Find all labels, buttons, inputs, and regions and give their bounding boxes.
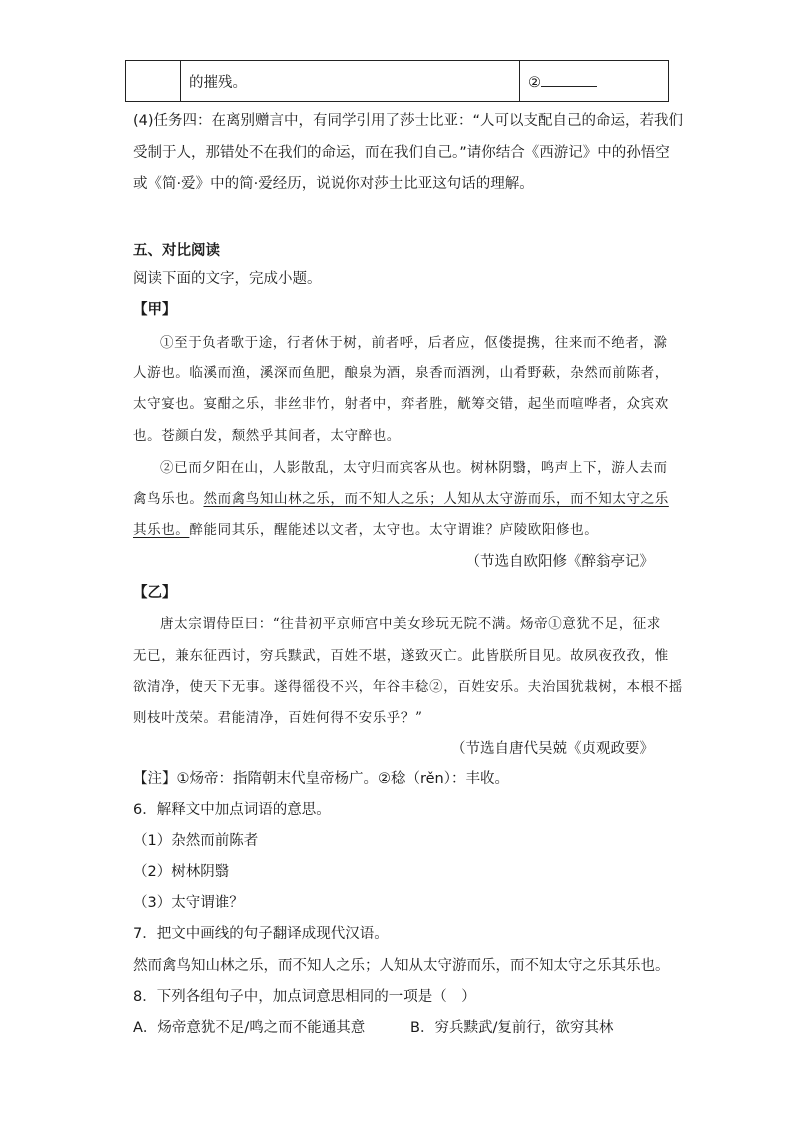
passage-b-source: （节选自唐代吴兢《贞观政要》 <box>451 741 654 757</box>
passage-a-line: ①至于负者歌于途，行者休于树，前者呼，后者应，伛偻提携，往来而不绝者，滁 <box>160 335 668 351</box>
question-7-stem: 7．把文中画线的句子翻译成现代汉语。 <box>133 926 389 942</box>
passage-a-line: ②已而夕阳在山，人影散乱，太守归而宾客从也。树林阴翳，鸣声上下，游人去而 <box>160 460 668 476</box>
answer-table <box>125 60 669 102</box>
option-b[interactable]: B．穷兵黩武/复前行，欲穷其林 <box>410 1020 614 1036</box>
table-cell-answer: ② <box>520 61 669 102</box>
passage-a-line-7: 其乐也。醉能同其乐，醒能述以文者，太守也。太守谓谁？庐陵欧阳修也。 <box>133 522 599 538</box>
task4-line-3: 或《简·爱》中的简·爱经历，说说你对莎士比亚这句话的理解。 <box>133 176 534 192</box>
underlined-sentence: 然而禽鸟知山林之乐，而不知人之乐；人知从太守游而乐，而不知太守之乐 <box>203 491 669 507</box>
table-cell-empty <box>126 61 181 102</box>
answer-blank[interactable] <box>541 72 597 87</box>
passage-a-line: 人游也。临溪而渔，溪深而鱼肥，酿泉为酒，泉香而酒洌，山肴野蔌，杂然而前陈者， <box>133 365 669 381</box>
question-7-sentence: 然而禽鸟知山林之乐，而不知人之乐；人知从太守游而乐，而不知太守之乐其乐也。 <box>133 958 670 974</box>
question-8-stem: 8．下列各组句子中，加点词意思相同的一项是（ ） <box>133 989 476 1005</box>
option-a[interactable]: A．炀帝意犹不足/鸣之而不能通其意 <box>133 1020 366 1036</box>
passage-a-source: （节选自欧阳修《醉翁亭记》 <box>465 554 654 570</box>
table-cell-text: 的摧残。 <box>181 61 520 102</box>
underlined-sentence-end: 其乐也。 <box>133 522 190 538</box>
passage-a-line: 也。苍颜白发，颓然乎其间者，太守醉也。 <box>133 428 401 444</box>
footnote: 【注】①炀帝：指隋朝末代皇帝杨广。②稔（rěn）：丰收。 <box>133 771 509 787</box>
passage-a-line-6: 禽鸟乐也。然而禽鸟知山林之乐，而不知人之乐；人知从太守游而乐，而不知太守之乐 <box>133 491 669 507</box>
question-6-stem: 6．解释文中加点词语的意思。 <box>133 802 331 818</box>
passage-b-line: 唐太宗谓侍臣曰：“往昔初平京师宫中美女珍玩无院不满。炀帝①意犹不足，征求 <box>160 616 662 632</box>
question-6-item: （3）太守谓谁？ <box>133 895 244 911</box>
passage-b-label: 【乙】 <box>133 585 177 601</box>
section-heading: 五、对比阅读 <box>133 243 220 259</box>
passage-a-line: 太守宴也。宴酣之乐，非丝非竹，射者中，弈者胜，觥筹交错，起坐而喧哗者，众宾欢 <box>133 396 669 412</box>
section-instruction: 阅读下面的文字，完成小题。 <box>133 271 322 287</box>
passage-b-line: 无已，兼东征西讨，穷兵黩武，百姓不堪，遂致灭亡。此皆朕所目见。故夙夜孜孜，惟 <box>133 648 669 664</box>
question-6-item: （1）杂然而前陈者 <box>133 833 259 849</box>
question-6-item: （2）树林阴翳 <box>133 864 230 880</box>
task4-line-1: (4)任务四：在离别赠言中，有同学引用了莎士比亚：“人可以支配自己的命运，若我们 <box>133 113 684 129</box>
passage-b-line: 则枝叶茂荣。君能清净，百姓何得不安乐乎？” <box>133 710 423 726</box>
passage-b-line: 欲清净，使天下无事。遂得徭役不兴，年谷丰稔②，百姓安乐。夫治国犹栽树，本根不摇 <box>133 679 683 695</box>
task4-line-2: 受制于人，那错处不在我们的命运，而在我们自己。”请你结合《西游记》中的孙悟空 <box>133 145 670 161</box>
passage-a-label: 【甲】 <box>133 302 177 318</box>
